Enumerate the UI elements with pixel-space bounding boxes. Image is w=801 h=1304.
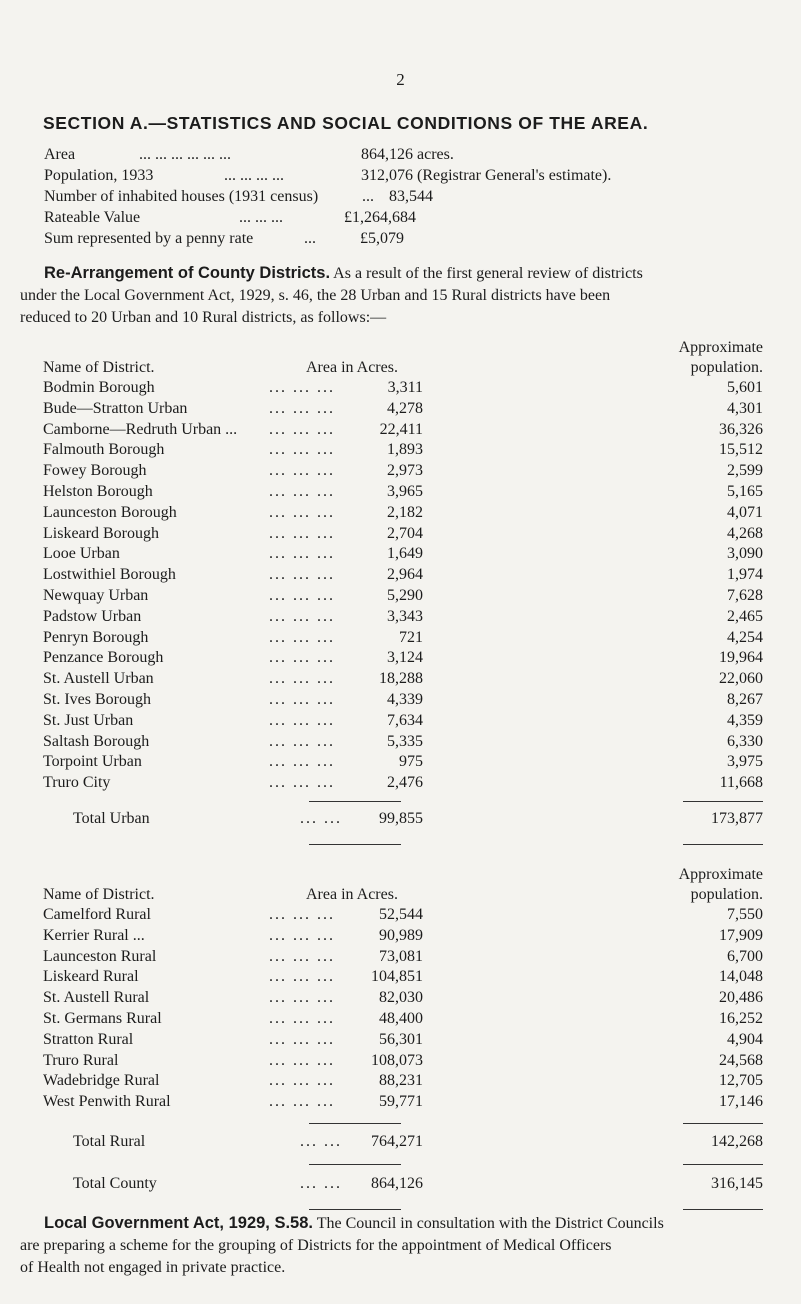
table-row [43, 441, 763, 462]
leader-dots: ... ... ... [269, 1030, 335, 1048]
district-area: 7,634 [387, 711, 423, 729]
district-area: 90,989 [379, 926, 423, 944]
district-name: St. Austell Rural [43, 989, 150, 1007]
leader-dots: ... ... ... [269, 1051, 335, 1069]
district-population: 22,060 [719, 670, 763, 688]
district-area: 3,311 [387, 379, 423, 396]
leader-dots: ... ... ... [269, 968, 335, 986]
district-name: St. Ives Borough [43, 690, 151, 708]
stat-value: £5,079 [360, 230, 404, 247]
leader-dots: ... ... ... [269, 482, 335, 500]
urban-rows [43, 379, 763, 795]
district-population: 1,974 [727, 566, 763, 584]
district-area: 56,301 [379, 1030, 423, 1048]
total-area: 99,855 [379, 809, 423, 827]
district-name: Stratton Rural [43, 1030, 134, 1048]
stat-dots: ... [362, 188, 374, 205]
district-population: 12,705 [719, 1072, 763, 1090]
district-population: 4,268 [727, 524, 763, 542]
leader-dots: ... ... ... [269, 906, 335, 923]
stat-row-penny-rate [44, 230, 764, 251]
district-area: 104,851 [371, 968, 423, 986]
district-area: 5,290 [387, 586, 423, 604]
total-rule [309, 844, 401, 845]
leader-dots: ... ... ... [269, 545, 335, 563]
district-population: 6,700 [727, 947, 763, 965]
total-row [43, 1133, 763, 1153]
total-dots: ... ... [300, 1174, 342, 1192]
district-name: Fowey Borough [43, 462, 147, 480]
district-area: 2,964 [387, 566, 423, 584]
table-row [43, 948, 763, 969]
district-area: 4,278 [387, 399, 423, 417]
table-row [43, 421, 763, 442]
district-name: Truro Rural [43, 1051, 119, 1069]
district-name: Liskeard Borough [43, 524, 159, 542]
district-population: 3,090 [727, 545, 763, 563]
district-name: Penzance Borough [43, 649, 164, 667]
leader-dots: ... ... ... [269, 586, 335, 604]
district-population: 7,628 [727, 586, 763, 604]
table-row [43, 566, 763, 587]
district-name: Helston Borough [43, 482, 153, 500]
stat-label: Rateable Value [44, 209, 141, 226]
district-name: Saltash Borough [43, 732, 150, 750]
leader-dots: ... ... ... [269, 462, 335, 480]
table-row [43, 483, 763, 504]
column-header-population: Approximate [678, 339, 763, 356]
district-area: 2,973 [387, 462, 423, 480]
table-row [43, 927, 763, 948]
district-name: St. Austell Urban [43, 670, 154, 688]
table-row [43, 379, 763, 400]
district-name: St. Germans Rural [43, 1009, 162, 1027]
section-title: SECTION A.—STATISTICS AND SOCIAL CONDITIONS OF THE AREA. [43, 113, 649, 133]
rearrangement-paragraph [20, 262, 780, 329]
leader-dots: ... ... ... [269, 947, 335, 965]
district-area: 975 [399, 753, 423, 771]
local-government-line: of Health not engaged in private practice. [20, 1259, 286, 1276]
leader-dots: ... ... ... [269, 926, 335, 944]
district-population: 4,071 [727, 503, 763, 521]
stat-value: 864,126 acres. [361, 146, 454, 163]
leader-dots: ... ... ... [269, 566, 335, 584]
subtotal-rule [683, 1123, 763, 1124]
district-population: 24,568 [719, 1051, 763, 1069]
total-label: Total Urban [73, 809, 150, 827]
leader-dots: ... ... ... [269, 399, 335, 417]
rural-districts-table [43, 866, 763, 1215]
stat-label: Number of inhabited houses (1931 census) [44, 188, 319, 205]
leader-dots: ... ... ... [269, 628, 335, 646]
district-population: 16,252 [719, 1009, 763, 1027]
total-dots: ... ... [300, 809, 342, 827]
stat-value: 312,076 (Registrar General's estimate). [361, 167, 612, 184]
district-name: Penryn Borough [43, 628, 149, 646]
table-row [43, 712, 763, 733]
table-row [43, 733, 763, 754]
table-row [43, 1052, 763, 1073]
district-name: Padstow Urban [43, 607, 142, 625]
district-name: Bude—Stratton Urban [43, 399, 188, 417]
column-header-area: Area in Acres. [306, 359, 398, 376]
leader-dots: ... ... ... [269, 607, 335, 625]
district-name: Falmouth Borough [43, 441, 165, 459]
total-rule [309, 1209, 401, 1210]
leader-dots: ... ... ... [269, 524, 335, 542]
district-name: Kerrier Rural ... [43, 926, 145, 944]
table-row [43, 906, 763, 927]
area-statistics [44, 146, 764, 251]
district-area: 4,339 [387, 690, 423, 708]
stat-row-population [44, 167, 764, 188]
stat-dots: ... ... ... ... [224, 167, 284, 184]
total-population: 142,268 [711, 1132, 763, 1150]
total-rule [309, 1164, 401, 1165]
page-number: 2 [396, 70, 405, 89]
leader-dots: ... ... ... [269, 420, 335, 438]
rearrangement-line: under the Local Government Act, 1929, s. 46, the 28 Urban and 15 Rural districts have been [20, 287, 611, 304]
district-population: 14,048 [719, 968, 763, 986]
table-row [43, 608, 763, 629]
leader-dots: ... ... ... [269, 379, 335, 396]
rural-rows [43, 906, 763, 1114]
table-row [43, 504, 763, 525]
leader-dots: ... ... ... [269, 989, 335, 1007]
local-government-paragraph [20, 1212, 780, 1279]
column-header-population: Approximate [678, 866, 763, 883]
district-name: Newquay Urban [43, 586, 149, 604]
district-population: 4,301 [727, 399, 763, 417]
district-population: 17,909 [719, 926, 763, 944]
stat-row-rateable [44, 209, 764, 230]
rearrangement-line: As a result of the first general review of districts [333, 265, 643, 282]
district-name: Truro City [43, 774, 111, 792]
stat-row-area [44, 146, 764, 167]
table-row [43, 1031, 763, 1052]
table-header [43, 866, 763, 906]
district-area: 73,081 [379, 947, 423, 965]
district-name: Wadebridge Rural [43, 1072, 160, 1090]
stat-value: 83,544 [389, 188, 433, 205]
district-area: 721 [399, 628, 423, 646]
table-header [43, 339, 763, 379]
stat-value: £1,264,684 [344, 209, 416, 226]
district-name: Looe Urban [43, 545, 120, 563]
leader-dots: ... ... ... [269, 774, 335, 792]
county-total-area: 864,126 [371, 1174, 423, 1192]
column-header-name: Name of District. [43, 886, 155, 903]
district-area: 52,544 [379, 906, 423, 923]
district-population: 4,904 [727, 1030, 763, 1048]
total-rule [683, 844, 763, 845]
district-name: Launceston Borough [43, 503, 177, 521]
district-area: 5,335 [387, 732, 423, 750]
rearrangement-heading: Re-Arrangement of County Districts. [44, 264, 331, 282]
total-population: 173,877 [711, 809, 763, 827]
leader-dots: ... ... ... [269, 1009, 335, 1027]
leader-dots: ... ... ... [269, 1093, 335, 1111]
stat-label: Sum represented by a penny rate [44, 230, 254, 247]
stat-dots: ... ... ... ... ... ... [139, 146, 231, 163]
table-row [43, 1093, 763, 1114]
table-row [43, 774, 763, 795]
district-population: 20,486 [719, 989, 763, 1007]
rearrangement-line: reduced to 20 Urban and 10 Rural districts, as follows:— [20, 309, 387, 326]
total-rule [683, 1209, 763, 1210]
district-name: St. Just Urban [43, 711, 134, 729]
district-area: 2,476 [387, 774, 423, 792]
local-government-line: The Council in consultation with the District Councils [316, 1215, 664, 1232]
table-row [43, 753, 763, 774]
local-government-line: are preparing a scheme for the grouping of Districts for the appointment of Medical Officers [20, 1237, 612, 1254]
table-row [43, 968, 763, 989]
county-total-row [43, 1175, 763, 1195]
district-population: 36,326 [719, 420, 763, 438]
district-area: 22,411 [379, 420, 423, 438]
table-row [43, 1072, 763, 1093]
total-rule [683, 1164, 763, 1165]
district-area: 59,771 [379, 1093, 423, 1111]
district-area: 1,649 [387, 545, 423, 563]
column-header-name: Name of District. [43, 359, 155, 376]
stat-dots: ... [304, 230, 316, 247]
table-row [43, 525, 763, 546]
table-row [43, 629, 763, 650]
district-population: 5,601 [727, 379, 763, 396]
district-name: Camborne—Redruth Urban ... [43, 420, 238, 438]
leader-dots: ... ... ... [269, 711, 335, 729]
district-name: Torpoint Urban [43, 753, 142, 771]
district-name: Lostwithiel Borough [43, 566, 176, 584]
total-dots: ... ... [300, 1132, 342, 1150]
table-row [43, 670, 763, 691]
district-name: Liskeard Rural [43, 968, 139, 986]
table-row [43, 462, 763, 483]
stat-label: Population, 1933 [44, 167, 154, 184]
leader-dots: ... ... ... [269, 732, 335, 750]
district-name: Launceston Rural [43, 947, 157, 965]
table-row [43, 649, 763, 670]
table-row [43, 989, 763, 1010]
table-row [43, 400, 763, 421]
stat-row-houses [44, 188, 764, 209]
district-area: 108,073 [371, 1051, 423, 1069]
leader-dots: ... ... ... [269, 441, 335, 459]
column-header-population: population. [690, 359, 763, 376]
leader-dots: ... ... ... [269, 503, 335, 521]
district-name: Camelford Rural [43, 906, 151, 923]
county-total-label: Total County [73, 1174, 157, 1192]
district-area: 88,231 [379, 1072, 423, 1090]
leader-dots: ... ... ... [269, 649, 335, 667]
district-population: 7,550 [727, 906, 763, 923]
district-area: 3,343 [387, 607, 423, 625]
district-population: 2,599 [727, 462, 763, 480]
leader-dots: ... ... ... [269, 753, 335, 771]
district-population: 4,254 [727, 628, 763, 646]
district-population: 6,330 [727, 732, 763, 750]
district-area: 48,400 [379, 1009, 423, 1027]
district-area: 2,704 [387, 524, 423, 542]
subtotal-rule [309, 1123, 401, 1124]
column-header-area: Area in Acres. [306, 886, 398, 903]
district-population: 3,975 [727, 753, 763, 771]
stat-dots: ... ... ... [239, 209, 283, 226]
district-population: 8,267 [727, 690, 763, 708]
total-area: 764,271 [371, 1132, 423, 1150]
district-area: 3,124 [387, 649, 423, 667]
county-total-population: 316,145 [711, 1174, 763, 1192]
local-government-heading: Local Government Act, 1929, S.58. [44, 1214, 313, 1232]
district-population: 15,512 [719, 441, 763, 459]
district-area: 2,182 [387, 503, 423, 521]
district-population: 11,668 [719, 774, 763, 792]
leader-dots: ... ... ... [269, 1072, 335, 1090]
table-row [43, 545, 763, 566]
table-row [43, 691, 763, 712]
district-name: Bodmin Borough [43, 379, 155, 396]
district-area: 3,965 [387, 482, 423, 500]
leader-dots: ... ... ... [269, 690, 335, 708]
subtotal-rule [309, 801, 401, 802]
leader-dots: ... ... ... [269, 670, 335, 688]
total-label: Total Rural [73, 1132, 146, 1150]
table-row [43, 1010, 763, 1031]
district-population: 17,146 [719, 1093, 763, 1111]
district-area: 82,030 [379, 989, 423, 1007]
district-area: 1,893 [387, 441, 423, 459]
district-population: 4,359 [727, 711, 763, 729]
urban-districts-table [43, 339, 763, 848]
column-header-population: population. [690, 886, 763, 903]
district-area: 18,288 [379, 670, 423, 688]
district-population: 5,165 [727, 482, 763, 500]
total-row [43, 810, 763, 830]
district-population: 2,465 [727, 607, 763, 625]
district-population: 19,964 [719, 649, 763, 667]
table-row [43, 587, 763, 608]
subtotal-rule [683, 801, 763, 802]
district-name: West Penwith Rural [43, 1093, 171, 1111]
stat-label: Area [44, 146, 76, 163]
